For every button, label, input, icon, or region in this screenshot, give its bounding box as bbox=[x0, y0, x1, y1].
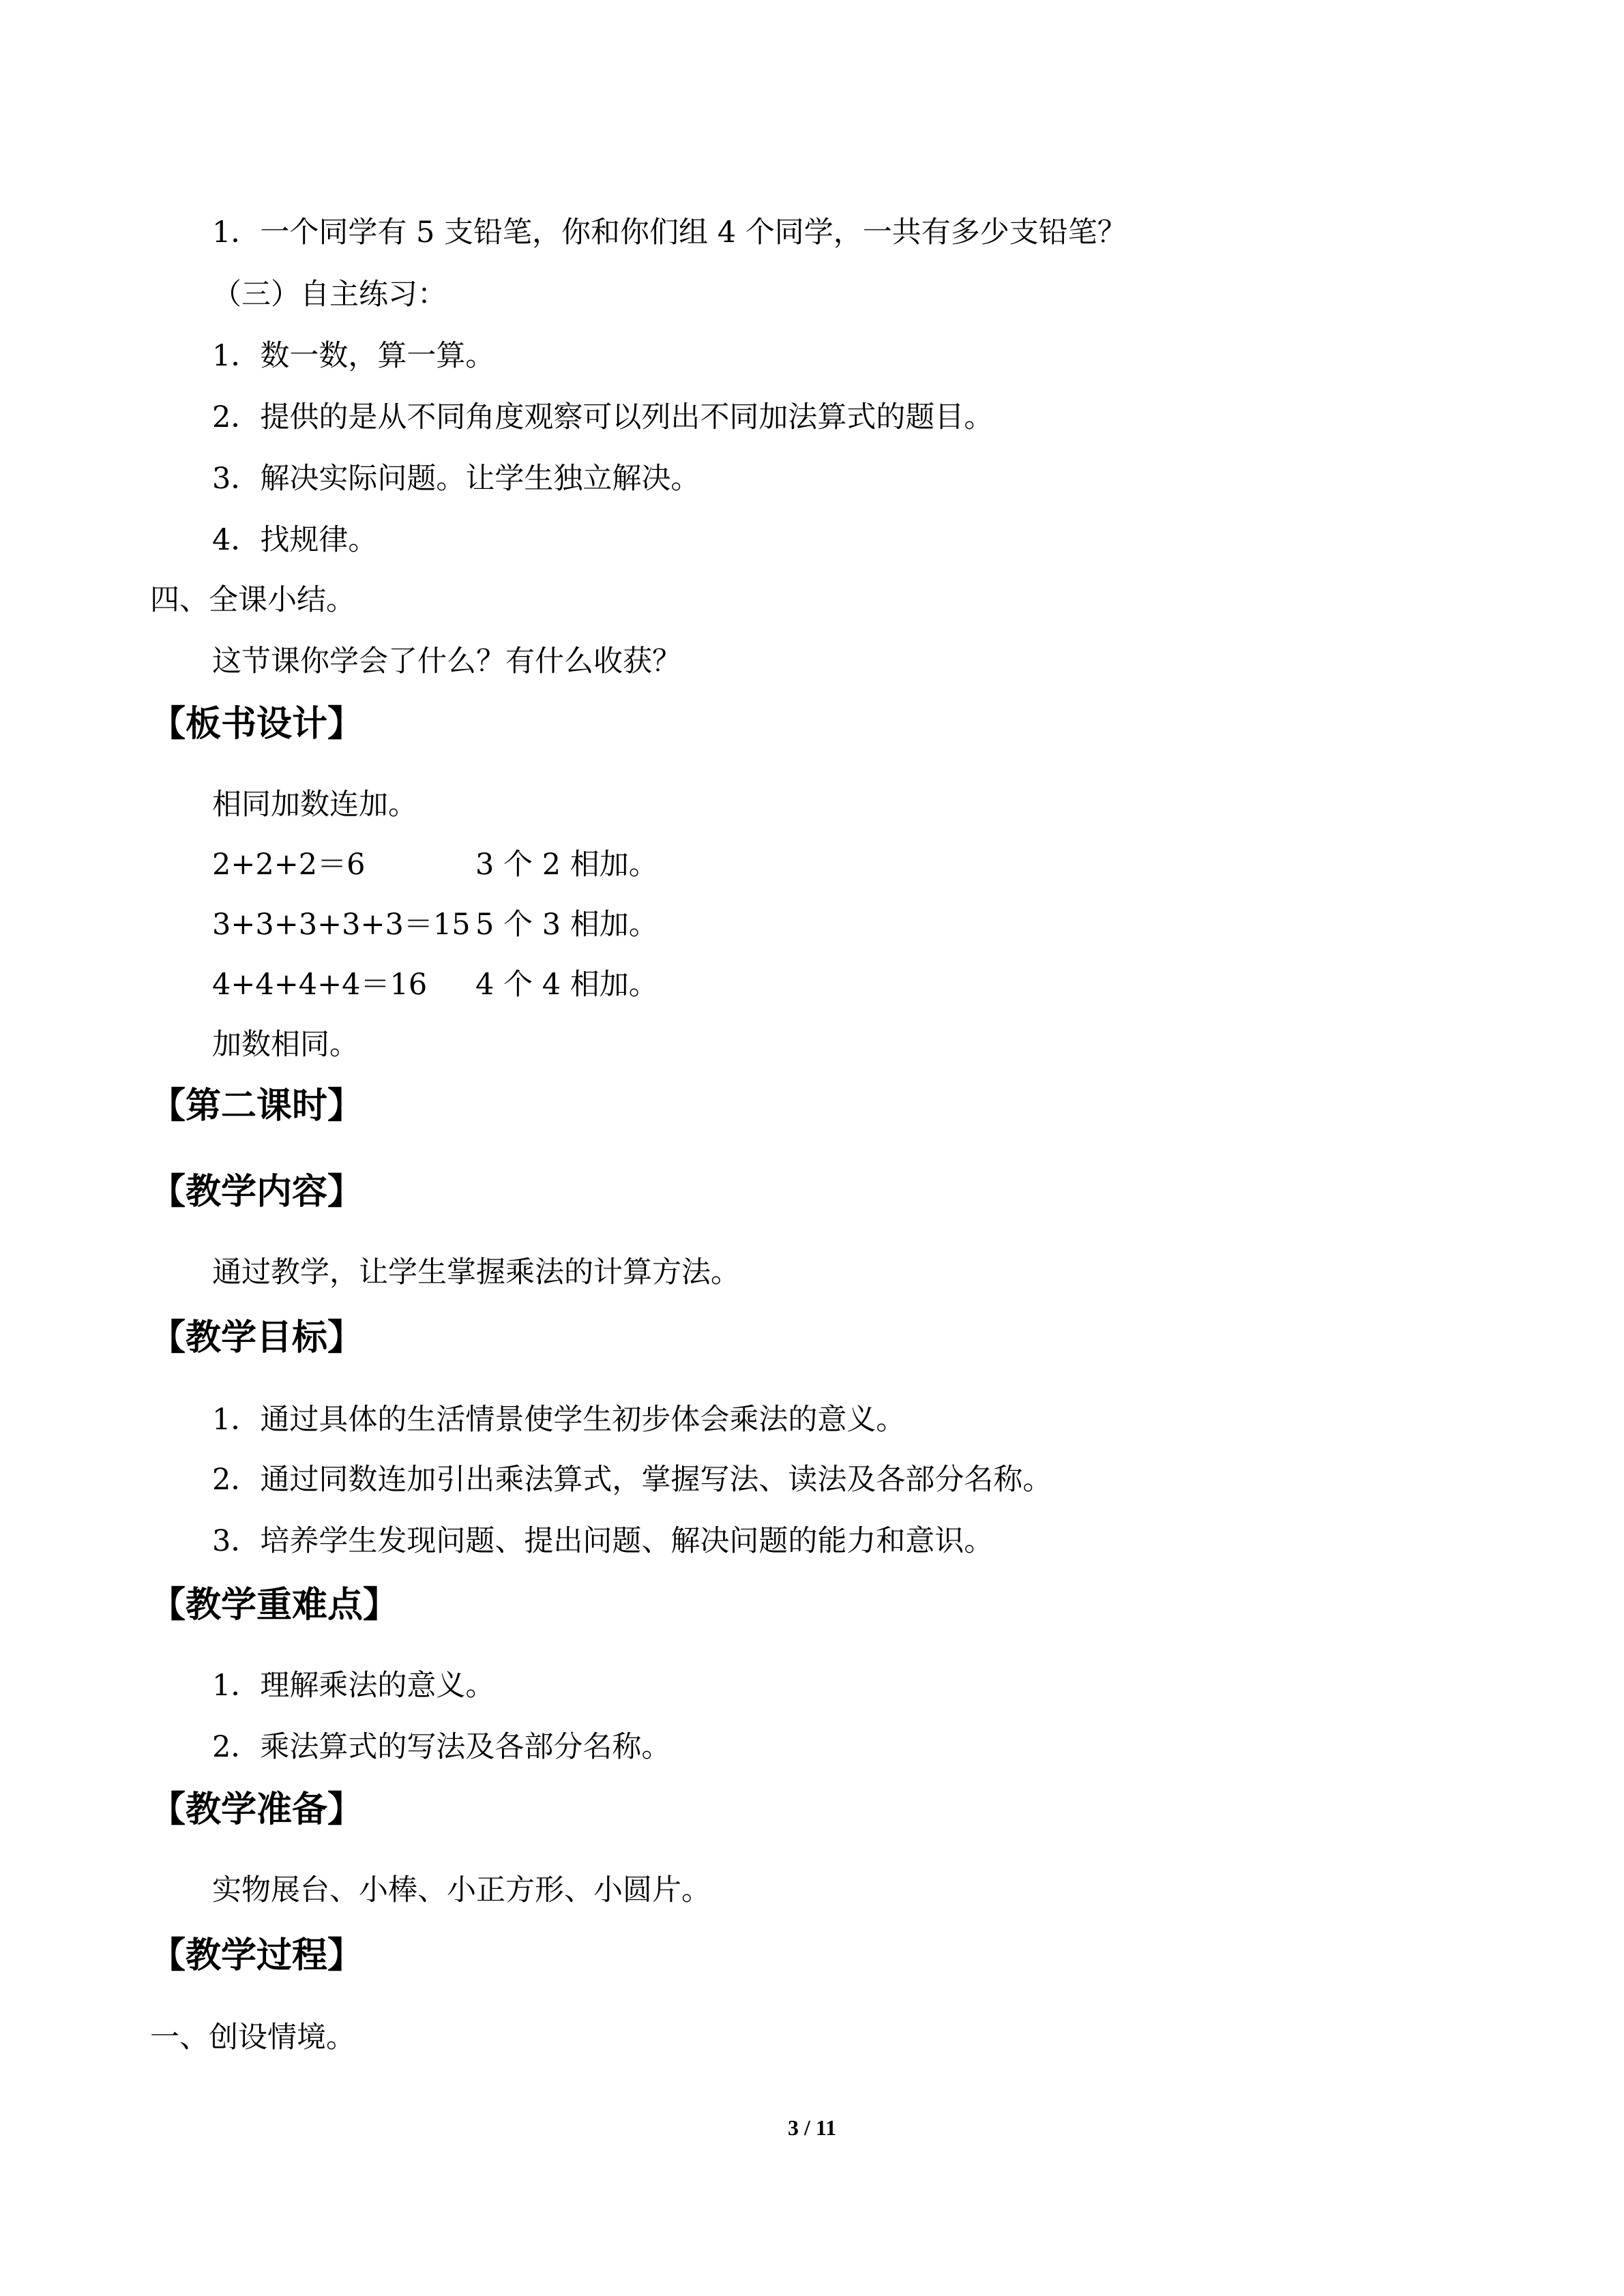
exercise-item: 3．解决实际问题。让学生独立解决。 bbox=[212, 462, 700, 496]
board-equation-note: 5 个 3 相加。 bbox=[475, 908, 658, 942]
board-equation: 3+3+3+3+3＝15 bbox=[212, 908, 471, 942]
exercise-item: 4．找规律。 bbox=[212, 523, 378, 557]
board-design-conclusion: 加数相同。 bbox=[212, 1028, 359, 1062]
page-number: 3 / 11 bbox=[787, 2115, 837, 2140]
content-text: 通过教学，让学生掌握乘法的计算方法。 bbox=[212, 1255, 740, 1289]
goal-item: 2．通过同数连加引出乘法算式，掌握写法、读法及各部分名称。 bbox=[212, 1463, 1052, 1497]
preparation-text: 实物展台、小棒、小正方形、小圆片。 bbox=[212, 1873, 711, 1907]
goal-item: 3．培养学生发现问题、提出问题、解决问题的能力和意识。 bbox=[212, 1524, 994, 1558]
summary-text: 这节课你学会了什么？有什么收获？ bbox=[212, 644, 681, 679]
exercise-item: 1．数一数，算一算。 bbox=[212, 339, 495, 373]
board-equation-note: 4 个 4 相加。 bbox=[475, 968, 658, 1002]
content-heading: 【教学内容】 bbox=[150, 1172, 364, 1212]
second-lesson-heading: 【第二课时】 bbox=[150, 1086, 364, 1127]
goal-item: 1．通过具体的生活情景使学生初步体会乘法的意义。 bbox=[212, 1403, 906, 1437]
summary-heading: 四、全课小结。 bbox=[150, 583, 355, 617]
board-equation-note: 3 个 2 相加。 bbox=[475, 848, 658, 882]
board-design-heading: 【板书设计】 bbox=[150, 704, 364, 745]
preparation-heading: 【教学准备】 bbox=[150, 1789, 364, 1830]
process-heading: 【教学过程】 bbox=[150, 1935, 364, 1976]
goals-heading: 【教学目标】 bbox=[150, 1317, 364, 1358]
exercise-item: 2．提供的是从不同角度观察可以列出不同加法算式的题目。 bbox=[212, 400, 994, 434]
subsection-heading: （三）自主练习： bbox=[212, 278, 447, 312]
key-points-heading: 【教学重难点】 bbox=[150, 1585, 399, 1626]
board-equation: 2+2+2＝6 bbox=[212, 848, 366, 882]
board-equation: 4+4+4+4＝16 bbox=[212, 968, 428, 1002]
practice-question: 1．一个同学有 5 支铅笔，你和你们组 4 个同学，一共有多少支铅笔？ bbox=[212, 215, 1127, 250]
board-design-intro: 相同加数连加。 bbox=[212, 788, 417, 822]
key-point-item: 2．乘法算式的写法及各部分名称。 bbox=[212, 1730, 671, 1764]
key-point-item: 1．理解乘法的意义。 bbox=[212, 1669, 495, 1703]
process-step: 一、创设情境。 bbox=[150, 2021, 355, 2055]
